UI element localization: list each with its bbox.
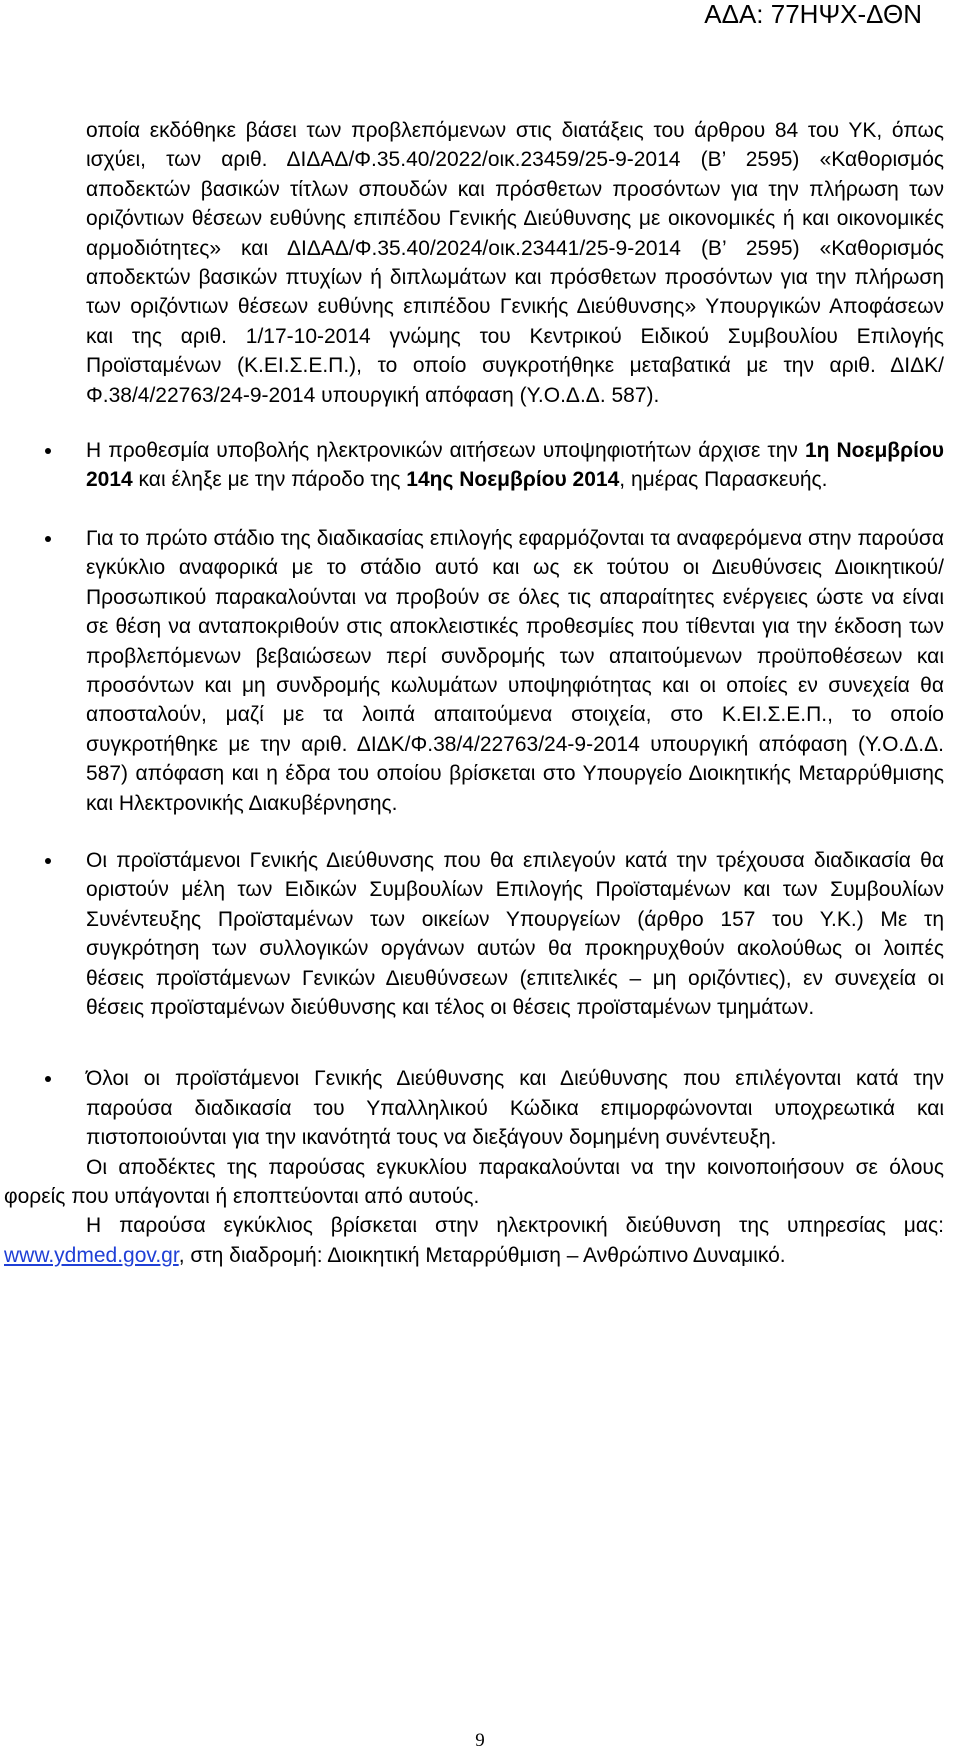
bullet-item-council-members [86, 846, 944, 1022]
bullet-dot-icon [45, 858, 51, 864]
bullet-dot-icon [45, 1076, 51, 1082]
bullet-text: Για το πρώτο στάδιο της διαδικασίας επιλογής εφαρμόζονται τα αναφερόμενα στην παρούσα εγκύκλιο αναφορικά με το στάδιο αυτό και ως εκ τούτου οι Διευθύνσεις Διοικητικού/ Προσωπικού παρακαλούνται να προβούν σε όλες τις απαραίτητες ενέργειες ώστε να είναι σε θέση να ανταποκριθούν στις αποκλειστικές προθεσμίες που τίθενται για την έκδοση των προβλεπόμενων βεβαιώσεων περί συνδρομής των απαιτούμενων προϋποθέσεων και προσόντων και μη συνδρομής κωλυμάτων υποψηφιότητας και οι οποίες εν συνεχεία θα αποσταλούν, μαζί με τα λοιπά απαιτούμενα στοιχεία, στο Κ.ΕΙ.Σ.Ε.Π., το οποίο συγκροτήθηκε με την αριθ. ΔΙΔΚ/Φ.38/4/22763/24-9-2014 υπουργική απόφαση (Υ.Ο.Δ.Δ. 587) απόφαση και η έδρα του οποίου βρίσκεται στο Υπουργείο Διοικητικής Μεταρρύθμισης και Ηλεκτρονικής Διακυβέρνησης. [86, 526, 944, 815]
bullet-text: , ημέρας Παρασκευής. [619, 468, 828, 492]
bullet-item-training [86, 1064, 944, 1152]
website-link[interactable]: www.ydmed.gov.gr [4, 1243, 179, 1267]
bold-date-start: 1η Νοεμβρίου 2014 [86, 439, 944, 492]
bullet-item-first-stage [86, 524, 944, 818]
closing-paragraph-website [4, 1211, 944, 1270]
bullet-text: Όλοι οι προϊστάμενοι Γενικής Διεύθυνσης και Διεύθυνσης που επιλέγονται κατά την παρούσα διαδικασία του Υπαλληλικού Κώδικα επιμορφώνονται υποχρεωτικά και πιστοποιούνται για την ικανότητά τους να διεξάγουν δομημένη συνέντευξη. [86, 1067, 944, 1150]
bullet-text: Οι προϊστάμενοι Γενικής Διεύθυνσης που θα επιλεγούν κατά την τρέχουσα διαδικασία θα οριστούν μέλη των Ειδικών Συμβουλίων Επιλογής Προϊσταμένων και των Συμβουλίων Συνέντευξης Προϊσταμένων των οικείων Υπουργείων (άρθρο 157 του Υ.Κ.) Με τη συγκρότηση των συλλογικών οργάνων αυτών θα προκηρυχθούν ακολούθως οι λοιπές θέσεις προϊστάμενων Γενικών Διευθύνσεων (επιτελικές – μη οριζόντιες), εν συνεχεία οι θέσεις προϊσταμένων διεύθυνσης και τέλος οι θέσεις προϊσταμένων τμημάτων. [86, 848, 944, 1019]
bullet-item-deadline [86, 436, 944, 495]
bullet-dot-icon [45, 448, 51, 454]
closing-paragraph-recipients: Οι αποδέκτες της παρούσας εγκυκλίου παρακαλούνται να την κοινοποιήσουν σε όλους φορείς που υπάγονται ή εποπτεύονται από αυτούς. [4, 1155, 944, 1208]
document-body [0, 116, 960, 1270]
ada-header: ΑΔΑ: 77ΗΨΧ-ΔΘΝ [704, 0, 922, 29]
continuation-paragraph: οποία εκδόθηκε βάσει των προβλεπόμενων στις διατάξεις του άρθρου 84 του ΥΚ, όπως ισχύει, των αριθ. ΔΙΔΑΔ/Φ.35.40/2022/οικ.23459/25-9-2014 (Β’ 2595) «Καθορισμός αποδεκτών βασικών τίτλων σπουδών και πρόσθετων προσόντων για την πλήρωση των οριζόντιων θέσεων ευθύνης επιπέδου Γενικής Διεύθυνσης με οικονομικές ή και οικονομικές αρμοδιότητες» και ΔΙΔΑΔ/Φ.35.40/2024/οικ.23441/25-9-2014 (Β’ 2595) «Καθορισμός αποδεκτών βασικών πτυχίων ή διπλωμάτων και πρόσθετων προσόντων για την πλήρωση των οριζόντιων θέσεων ευθύνης επιπέδου Γενικής Διεύθυνσης» Υπουργικών Αποφάσεων και της αριθ. 1/17-10-2014 γνώμης του Κεντρικού Ειδικού Συμβουλίου Επιλογής Προϊσταμένων (Κ.ΕΙ.Σ.Ε.Π.), το οποίο συγκροτήθηκε μεταβατικά με την αριθ. ΔΙΔΚ/Φ.38/4/22763/24-9-2014 υπουργική απόφαση (Υ.Ο.Δ.Δ. 587). [86, 119, 944, 407]
bold-date-end: 14ης Νοεμβρίου 2014 [406, 468, 620, 492]
closing-text: Η παρούσα εγκύκλιος βρίσκεται στην ηλεκτρονική διεύθυνση της υπηρεσίας μας: [86, 1214, 944, 1238]
bullet-text: και έληξε με την πάροδο της [132, 468, 407, 492]
closing-text: , στη διαδρομή: Διοικητική Μεταρρύθμιση – Ανθρώπινο Δυναμικό. [178, 1243, 786, 1267]
bullet-text: Η προθεσμία υποβολής ηλεκτρονικών αιτήσεων υποψηφιοτήτων άρχισε την [86, 439, 805, 463]
closing-section [0, 1153, 960, 1271]
bullet-dot-icon [45, 536, 51, 542]
page-number: 9 [475, 1730, 485, 1751]
